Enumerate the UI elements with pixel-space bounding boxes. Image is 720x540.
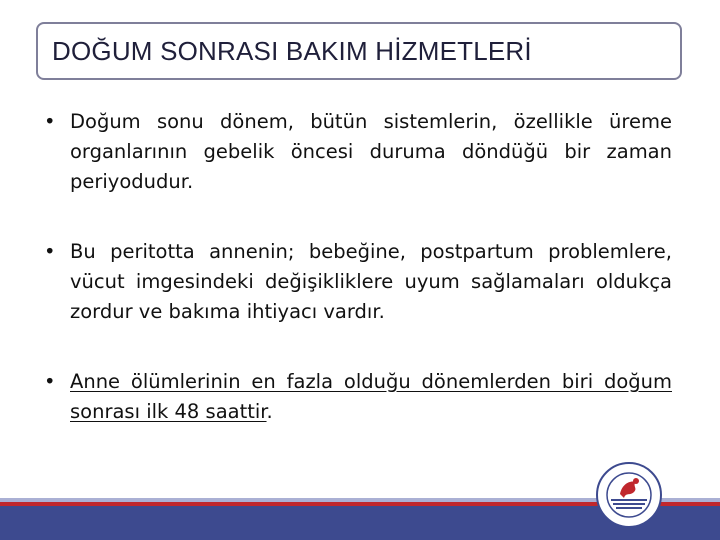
bullet-suffix: . <box>266 400 273 423</box>
bullet-item <box>40 107 672 197</box>
bullet-list <box>40 107 672 467</box>
slide-title: DOĞUM SONRASI BAKIM HİZMETLERİ <box>52 36 532 66</box>
bullet-text: Doğum sonu dönem, bütün sistemlerin, özellikle üreme organlarının gebelik öncesi duruma döndüğü bir zaman periyodudur. <box>70 110 672 193</box>
bullet-item <box>40 237 672 327</box>
bullet-text: Bu peritotta annenin; bebeğine, postpartum problemlere, vücut imgesindeki değişikliklere uyum sağlamaları oldukça zordur ve bakıma ihtiyacı vardır. <box>70 240 672 323</box>
bullet-dot: • <box>44 370 56 393</box>
bullet-dot: • <box>44 240 56 263</box>
bullet-text-underlined: Anne ölümlerinin en fazla olduğu dönemlerden biri doğum sonrası ilk 48 saattir <box>70 370 672 423</box>
university-seal-icon <box>596 462 662 528</box>
bullet-dot: • <box>44 110 56 133</box>
title-box <box>36 22 682 80</box>
bullet-item <box>40 367 672 427</box>
